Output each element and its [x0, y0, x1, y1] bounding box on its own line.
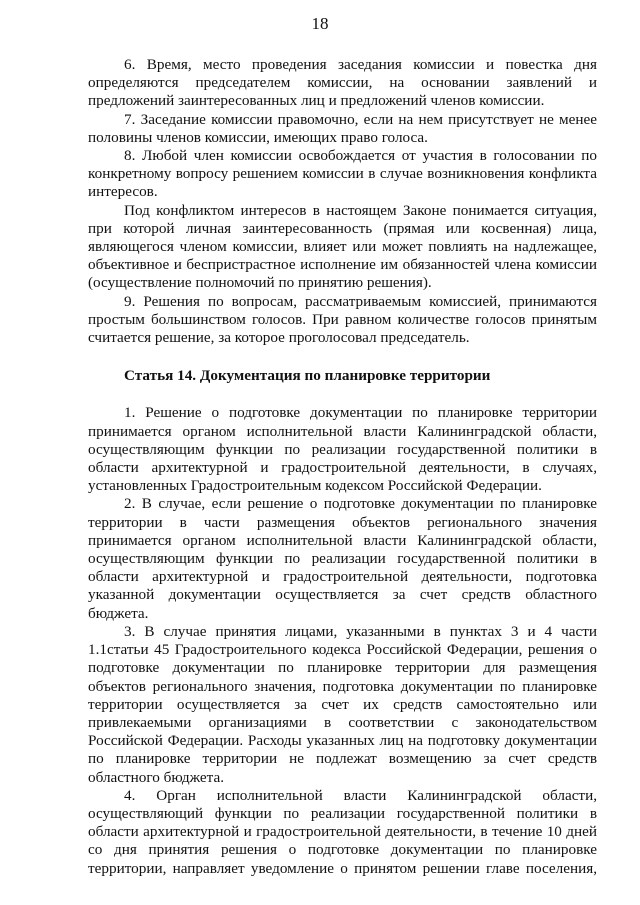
paragraph-item-8: 8. Любой член комиссии освобождается от участия в голосовании по конкретному вопросу решением комиссии в случае возникновения конфликта интересов. [88, 147, 597, 201]
article-paragraph-2: 2. В случае, если решение о подготовке документации по планировке территории в части размещения объектов регионального значения принимается органом исполнительной власти Калининградской области, осуществляющим функции по реализации государственной политики в области архитектурной и градостроительной деятельности, подготовка указанной документации осуществляется за счет средств областного бюджета. [88, 495, 597, 622]
paragraph-item-9: 9. Решения по вопросам, рассматриваемым комиссией, принимаются простым большинством голосов. При равном количестве голосов принятым считается решение, за которое проголосовал председатель. [88, 292, 597, 347]
document-body [88, 56, 597, 878]
page-number: 18 [311, 14, 329, 33]
article-paragraph-3: 3. В случае принятия лицами, указанными в пунктах 3 и 4 части 1.1статьи 45 Градостроительного кодекса Российской Федерации, решения о подготовке документации по планировке территории для размещения объектов регионального значения, подготовка документации по планировке территории осуществляется за счет их средств самостоятельно или привлекаемыми организациями в соответствии с законодательством Российской Федерации. Расходы указанных лиц на подготовку документации по планировке территории не подлежат возмещению за счет средств областного бюджета. [88, 622, 597, 786]
article-paragraph-4: 4. Орган исполнительной власти Калининградской области, осуществляющий функции по реализации государственной политики в области архитектурной и градостроительной деятельности, в течение 10 дней со дня принятия решения о подготовке документации по планировке территории, направляет уведомление о принятом решении главе поселения, [88, 786, 597, 877]
article-heading: Статья 14. Документация по планировке территории [124, 367, 491, 385]
article-paragraph-1: 1. Решение о подготовке документации по планировке территории принимается органом исполнительной власти Калининградской области, осуществляющим функции по реализации государственной политики в области архитектурной и градостроительной деятельности, в случаях, установленных Градостроительным кодексом Российской Федерации. [88, 404, 597, 495]
paragraph-conflict-definition: Под конфликтом интересов в настоящем Законе понимается ситуация, при которой личная заинтересованность (прямая или косвенная) лица, являющегося членом комиссии, влияет или может повлиять на надлежащее, объективное и беспристрастное исполнение им обязанностей члена комиссии (осуществление полномочий по принятию решения). [88, 201, 597, 292]
paragraph-item-7: 7. Заседание комиссии правомочно, если на нем присутствует не менее половины членов комиссии, имеющих право голоса. [88, 110, 597, 146]
paragraph-item-6: 6. Время, место проведения заседания комиссии и повестка дня определяются председателем комиссии, на основании заявлений и предложений заинтересованных лиц и предложений членов комиссии. [88, 56, 597, 110]
